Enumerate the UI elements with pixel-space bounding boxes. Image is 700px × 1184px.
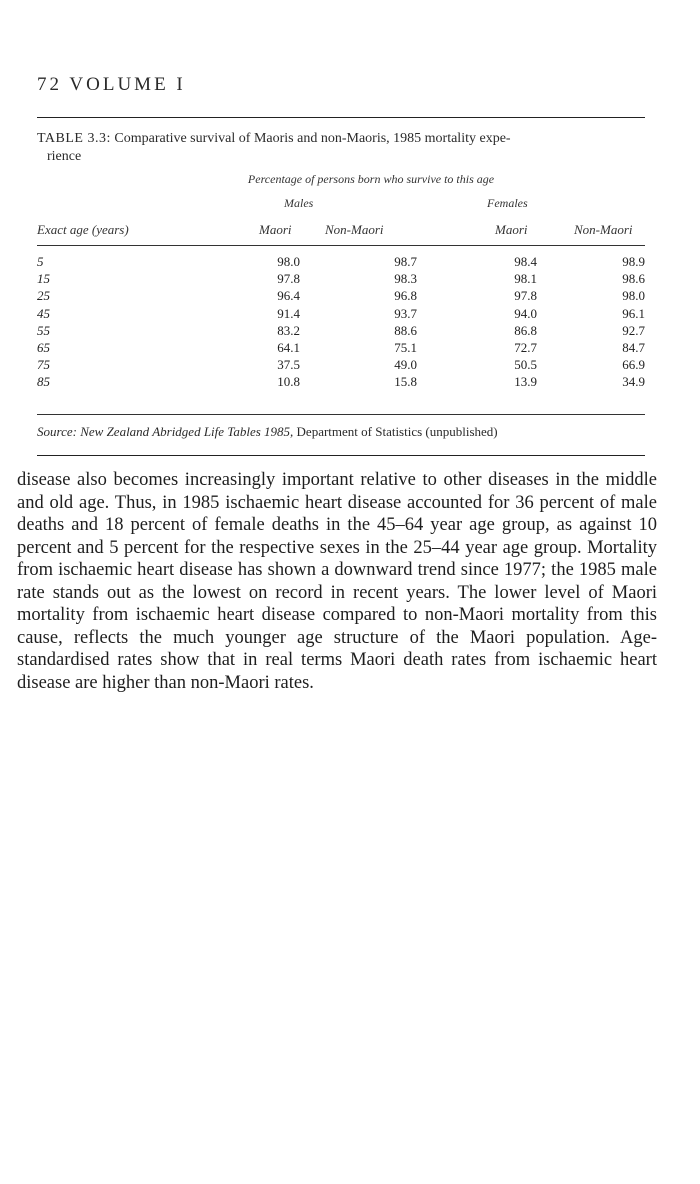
cell-males-non-maori: 15.8 bbox=[394, 374, 417, 390]
cell-females-non-maori: 98.9 bbox=[622, 254, 645, 269]
column-females-maori: Maori bbox=[495, 222, 528, 237]
cell-females-maori: 72.7 bbox=[514, 339, 537, 355]
table-row bbox=[37, 374, 645, 391]
cell-males-non-maori: 98.7 bbox=[394, 254, 417, 269]
table-row bbox=[37, 288, 645, 305]
cell-males-maori: 91.4 bbox=[277, 305, 300, 321]
source-title: New Zealand Abridged Life Tables 1985, bbox=[80, 424, 294, 439]
cell-females-maori: 98.4 bbox=[514, 254, 537, 269]
table-row bbox=[37, 340, 645, 357]
table-bottom-rule bbox=[37, 414, 645, 415]
table-row bbox=[37, 357, 645, 374]
row-age: 5 bbox=[37, 254, 44, 269]
cell-males-non-maori: 75.1 bbox=[394, 339, 417, 355]
row-age: 45 bbox=[37, 305, 50, 321]
table-number: TABLE 3.3: bbox=[37, 131, 111, 146]
table-row bbox=[37, 271, 645, 288]
cell-males-maori: 10.8 bbox=[277, 374, 300, 390]
header-rule bbox=[37, 245, 645, 246]
cell-females-non-maori: 96.1 bbox=[622, 305, 645, 321]
row-age: 85 bbox=[37, 374, 50, 390]
column-spanner: Percentage of persons born who survive to this age bbox=[247, 172, 495, 186]
source-label: Source: bbox=[37, 424, 77, 439]
row-age: 15 bbox=[37, 271, 50, 287]
cell-males-maori: 37.5 bbox=[277, 357, 300, 373]
column-females-non-maori: Non-Maori bbox=[574, 222, 633, 237]
cell-males-non-maori: 88.6 bbox=[394, 322, 417, 338]
cell-females-maori: 97.8 bbox=[514, 288, 537, 304]
cell-males-maori: 83.2 bbox=[277, 322, 300, 338]
cell-males-non-maori: 98.3 bbox=[394, 271, 417, 287]
table-source bbox=[37, 424, 645, 440]
cell-females-non-maori: 98.0 bbox=[622, 288, 645, 304]
cell-females-maori: 98.1 bbox=[514, 271, 537, 287]
cell-females-maori: 86.8 bbox=[514, 322, 537, 338]
table-row bbox=[37, 306, 645, 323]
row-age: 75 bbox=[37, 357, 50, 373]
cell-males-non-maori: 93.7 bbox=[394, 305, 417, 321]
table-body bbox=[37, 254, 645, 392]
cell-females-non-maori: 66.9 bbox=[622, 357, 645, 373]
running-head: 72 VOLUME I bbox=[37, 74, 186, 95]
source-rest: Department of Statistics (unpublished) bbox=[296, 424, 498, 439]
group-females: Females bbox=[487, 196, 528, 210]
column-males-non-maori: Non-Maori bbox=[325, 222, 384, 237]
table-row bbox=[37, 254, 645, 271]
cell-males-maori: 97.8 bbox=[277, 271, 300, 287]
cell-males-non-maori: 49.0 bbox=[394, 357, 417, 373]
table-end-rule bbox=[37, 455, 645, 456]
cell-females-maori: 94.0 bbox=[514, 305, 537, 321]
cell-females-non-maori: 34.9 bbox=[622, 374, 645, 390]
row-age: 25 bbox=[37, 288, 50, 304]
column-age: Exact age (years) bbox=[37, 222, 129, 237]
table-row bbox=[37, 323, 645, 340]
cell-females-non-maori: 98.6 bbox=[622, 271, 645, 287]
cell-females-maori: 50.5 bbox=[514, 357, 537, 373]
column-males-maori: Maori bbox=[259, 222, 292, 237]
group-males: Males bbox=[284, 196, 314, 210]
cell-males-maori: 96.4 bbox=[277, 288, 300, 304]
table-caption-continued: rience bbox=[47, 149, 82, 164]
table-caption-text: Comparative survival of Maoris and non-Maoris, 1985 mortality expe- bbox=[114, 131, 511, 146]
cell-females-maori: 13.9 bbox=[514, 374, 537, 390]
row-age: 65 bbox=[37, 339, 50, 355]
table-top-rule bbox=[37, 117, 645, 118]
cell-males-maori: 98.0 bbox=[277, 254, 300, 269]
cell-males-non-maori: 96.8 bbox=[394, 288, 417, 304]
table-caption bbox=[37, 130, 645, 166]
body-paragraph: disease also becomes increasingly important relative to other diseases in the middle and old age. Thus, in 1985 ischaemic heart disease accounted for 36 percent of male deaths and 18 percent of female deaths in the 45–64 year age group, as against 10 percent and 5 percent for the respective sexes in the 25–44 year age group. Mortality from ischaemic heart disease has shown a downward trend since 1977; the 1985 male rate stands out as the lowest on record in recent years. The lower level of Maori mortality from ischaemic heart disease compared to non-Maori mortality from this cause, reflects the much younger age structure of the Maori population. Age-standardised rates show that in real terms Maori death rates from ischaemic heart disease are higher than non-Maori rates. bbox=[17, 470, 657, 693]
cell-females-non-maori: 92.7 bbox=[622, 322, 645, 338]
row-age: 55 bbox=[37, 322, 50, 338]
cell-females-non-maori: 84.7 bbox=[622, 339, 645, 355]
cell-males-maori: 64.1 bbox=[277, 339, 300, 355]
